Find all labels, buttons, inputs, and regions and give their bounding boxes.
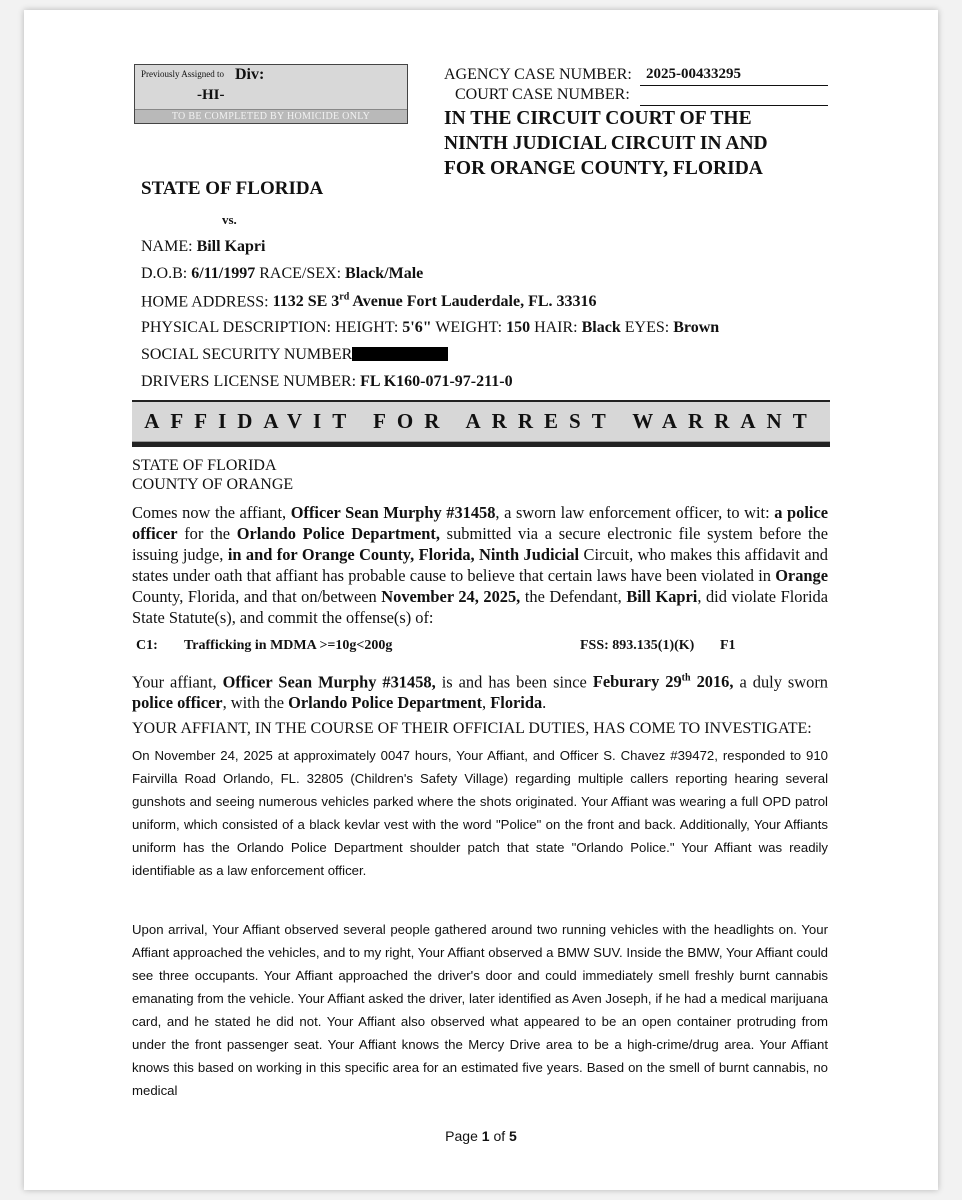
state-title: STATE OF FLORIDA (141, 178, 324, 199)
affidavit-banner: AFFIDAVIT FOR ARREST WARRANT (132, 400, 830, 447)
ssn-line: SOCIAL SECURITY NUMBER (141, 346, 448, 364)
charge-statute: FSS: 893.135(1)(K) (580, 638, 695, 653)
dl-line: DRIVERS LICENSE NUMBER: FL K160-071-97-211-0 (141, 373, 513, 390)
charge-description: Trafficking in MDMA >=10g<200g (184, 638, 393, 653)
vs-label: vs. (222, 212, 237, 227)
intro-paragraph: Comes now the affiant, Officer Sean Murphy #31458, a sworn law enforcement officer, to wit: a police officer for the Orlando Police Department, submitted via a secure electronic file system before the issuing judge, in and for Orange County, Florida, Ninth Judicial Circuit, who makes this affidavit and states under oath that affiant has probable cause to believe that certain laws have been violated in Orange County, Florida, and that on/between November 24, 2025, the Defendant, Bill Kapri, did violate Florida State Statute(s), and commit the offense(s) of: (132, 503, 829, 627)
affiant-paragraph: Your affiant, Officer Sean Murphy #31458, is and has been since Feburary 29th 2016, a duly sworn police officer, with the Orlando Police Department, Florida. (132, 672, 828, 713)
previously-assigned-label: Previously Assigned to (141, 69, 225, 79)
div-label: Div: (235, 66, 265, 83)
document-page (24, 10, 938, 1190)
physical-line: PHYSICAL DESCRIPTION: HEIGHT: 5'6" WEIGHT: 150 HAIR: Black EYES: Brown (141, 319, 720, 336)
court-heading: IN THE CIRCUIT COURT OF THE NINTH JUDICIAL CIRCUIT IN AND FOR ORANGE COUNTY, FLORIDA (444, 108, 768, 179)
charge-degree: F1 (720, 638, 736, 653)
court-case-value (640, 86, 828, 106)
redaction-bar (352, 347, 448, 361)
homicide-note: TO BE COMPLETED BY HOMICIDE ONLY (135, 109, 407, 123)
page-footer: Page 1 of 5 (445, 1128, 517, 1144)
division-box (134, 64, 408, 124)
name-line: NAME: Bill Kapri (141, 238, 266, 255)
div-value: -HI- (197, 87, 225, 103)
dob-line: D.O.B: 6/11/1997 RACE/SEX: Black/Male (141, 265, 424, 282)
court-case-label: COURT CASE NUMBER: (455, 86, 630, 103)
venue: STATE OF FLORIDA COUNTY OF ORANGE (132, 457, 294, 493)
narrative-paragraph-2: Upon arrival, Your Affiant observed several people gathered around two running vehicles with the headlights on. Your Affiant approached the vehicles, and to my right, Your Affiant observed a BMW SUV. Inside the BMW, Your Affiant could see three occupants. Your Affiant approached the driver's door and could immediately smell freshly burnt cannabis emanating from the vehicle. Your Affiant asked the driver, later identified as Aven Joseph, if he had a medical marijuana card, and he stated he did not. Your Affiant also observed what appeared to be an open container protruding from under the front passenger seat. Your Affiant knows the Mercy Drive area to be a high-crime/drug area. Your Affiant knows this based on working in this specific area for an estimated five years. Based on the smell of burnt cannabis, no medical (132, 922, 828, 1098)
charge-code: C1: (136, 638, 158, 653)
agency-case-label: AGENCY CASE NUMBER: (444, 66, 632, 83)
investigate-heading: YOUR AFFIANT, IN THE COURSE OF THEIR OFFICIAL DUTIES, HAS COME TO INVESTIGATE: (132, 720, 812, 737)
narrative-paragraph-1: On November 24, 2025 at approximately 0047 hours, Your Affiant, and Officer S. Chavez #39472, responded to 910 Fairvilla Road Orlando, FL. 32805 (Children's Safety Village) regarding multiple callers reporting hearing several gunshots and seeing numerous vehicles parked where the shots originated. Your Affiant was wearing a full OPD patrol uniform, which consisted of a black kevlar vest with the word "Police" on the front and back. Additionally, Your Affiants uniform has the Orlando Police Department shoulder patch that state "Orlando Police." Your Affiant was readily identifiable as a law enforcement officer. (132, 748, 828, 878)
agency-case-value: 2025-00433295 (640, 66, 828, 86)
address-line: HOME ADDRESS: 1132 SE 3rd Avenue Fort Lauderdale, FL. 33316 (141, 292, 597, 311)
